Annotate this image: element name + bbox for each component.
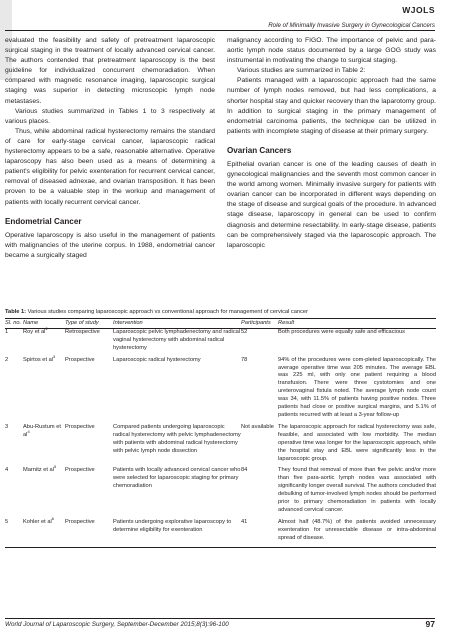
studies-table [5, 318, 436, 548]
cell-participants: 41 [241, 519, 278, 547]
cell-intervention: Laparoscopic radical hysterectomy [113, 356, 201, 363]
cell-name [23, 515, 65, 547]
author-name: Spirtos et al [23, 356, 54, 363]
cell-result: Almost half (48.7%) of the patients avoided unnecessary exenteration for unresectable disease or intra-abdominal spread of disease. [278, 519, 436, 547]
running-title: Role of Minimally Invasive Surgery in Gynecological Cancers [268, 22, 435, 29]
cell-type: Prospective [65, 519, 113, 547]
cell-name [23, 328, 65, 356]
table-caption [5, 309, 308, 315]
cell-result: Both procedures were equally safe and efficacious [278, 328, 405, 335]
table-row [5, 357, 436, 424]
cell-type: Prospective [65, 467, 95, 474]
cell-type: Retrospective [65, 328, 100, 335]
paragraph: Thus, while abdominal radical hysterectomy remains the standard of care for early-stage cervical cancer, laparoscopic radical hysterectomy appears to be a safe, reasonable alternative. Operative laparoscopy has also been used as a means of determining a patient's eligibility for pelvic exenteration for recurrent cervical cancer, removal of diseased adnexae, and ovarian transposition. It has been proven to be a valuable step in the workup and management of patients with locally recurrent cervical cancer. [5, 127, 215, 206]
cell-no: 5 [5, 519, 23, 547]
header-sl-no: Sl. no. [5, 319, 23, 329]
author-name: Abu-Rustum et al [23, 423, 61, 438]
cell-participants: Not available [241, 423, 274, 430]
cell-result: They found that removal of more than five pelvic and/or more than five para-aortic lymph nodes was associated with significantly longer overall survival. The authors concluded that debulking of tumor-involved lymph nodes should be performed prior to primary chemoradiation in patients with locally advanced cervical cancer. [278, 467, 436, 513]
cell-intervention: Compared patients undergoing laparoscopic radical hysterectomy with pelvic lymphadenectomy with patients with abdominal radical hysterectomy with pelvic lymph node dissection [113, 423, 241, 454]
footer-rule [5, 618, 435, 619]
paragraph: evaluated the feasibility and safety of pretreatment laparoscopic surgical staging in the treatment of locally advanced cervical cancer. The authors contended that pretreatment laparoscopy is the best guideline for individualized concurrent chemoradiation. When compared with magnetic resonance imaging, laparoscopic surgical staging was superior in detecting microscopic lymph node metastases. [5, 37, 215, 105]
author-name: Kohler et al [23, 518, 52, 525]
paragraph: malignancy according to FIGO. The importance of pelvic and para-aortic lymph node status documented by a large GOG study was instrumental in motivating the change to surgical staging. [227, 37, 436, 65]
reference-number: 6 [51, 515, 55, 521]
table-row [5, 328, 436, 356]
cell-no: 2 [5, 356, 9, 363]
cell-intervention: Patients undergoing explorative laparoscopy to determine eligibility for exenteration [113, 519, 241, 547]
section-heading-ovarian: Ovarian Cancers [227, 145, 292, 155]
header-result: Result [278, 319, 436, 329]
cell-result: 94% of the procedures were com-pleted laparoscopically. The average operative time was 205 minutes. The average EBL was 225 ml, with only one patient requiring a blood transfusion. There were three cystotomies and one ureterovaginal fistula noted. The average lymph node count was 34, with 11.5% of patients having positive nodes. Three patients had close or positive surgical margins, and 5.1% of patients recurred with at least a 3-year follow-up [278, 356, 436, 418]
reference-number: 5 [53, 464, 57, 470]
table-row [5, 519, 436, 547]
cell-no: 3 [5, 423, 9, 430]
right-column [227, 36, 436, 251]
header-name: Name [23, 319, 65, 329]
paragraph: Various studies are summarized in Table 2: [237, 67, 366, 75]
table-header-row [5, 319, 436, 329]
cell-type: Prospective [65, 356, 95, 363]
author-name: Marnitz et al [23, 467, 54, 474]
cell-participants: 52 [241, 328, 248, 335]
table-row [5, 467, 436, 518]
page-number: 97 [425, 619, 435, 629]
journal-logo: WJOLS [402, 5, 435, 15]
cell-name [23, 424, 65, 468]
cell-participants: 78 [241, 356, 248, 363]
table-caption-label: Table 1: [5, 309, 27, 315]
author-name: Roy et al [23, 328, 46, 335]
table-row [5, 424, 436, 468]
reference-number: 3 [53, 353, 56, 359]
paragraph: Operative laparoscopy is also useful in the management of patients with malignancies of the uterine corpus. In 1988, endometrial cancer became a surgically staged [5, 231, 215, 259]
cell-no: 1 [5, 328, 9, 335]
reference-number: 4 [27, 428, 30, 434]
cell-type: Prospective [65, 423, 95, 430]
cell-name [23, 464, 65, 518]
paragraph: Various studies summarized in Tables 1 to 3 respectively at various places. [5, 107, 215, 125]
cell-name [23, 353, 65, 424]
header-participants: Participants [241, 319, 278, 329]
header-rule [5, 30, 435, 31]
paragraph: Epithelial ovarian cancer is one of the leading causes of death in gynecological malignancies and the seventh most common cancer in the world among women. Minimally invasive surgery for patients with ovarian cancer can be incorporated in different ways depending on the stage of disease and surgical goals of the procedure. In advanced stage disease, laparoscopy in general can be used to confirm diagnosis and determine resectability. In early-stage disease, patients can be comprehensively staged via the laparoscopic approach. The laparoscopic [227, 160, 436, 249]
section-heading-endometrial: Endometrial Cancer [5, 216, 82, 226]
cell-participants: 84 [241, 467, 248, 474]
cell-result: The laparoscopic approach for radical hysterectomy was safe, feasible, and associated with low morbidity. The median operative time was longer for the laparoscopic approach, while the hospital stay and EBL were significantly less in the laparoscopic group. [278, 423, 436, 462]
header-type: Type of study [65, 319, 113, 329]
footer-citation: World Journal of Laparoscopic Surgery, September-December 2015;8(3):96-100 [5, 621, 229, 628]
reference-number: 2 [45, 326, 48, 332]
table-caption-text: Various studies comparing laparoscopic approach vs conventional approach for management of cervical cancer [27, 309, 308, 315]
cell-no: 4 [5, 467, 9, 474]
cell-intervention: Patients with locally advanced cervical cancer who were selected for laparoscopic staging for primary chemoradiation [113, 467, 241, 490]
left-column [5, 36, 215, 261]
paragraph: Patients managed with a laparoscopic approach had the same number of lymph nodes removed, but had less complications, a shorter hospital stay and quicker recovery than the laparotomy group. In addition to surgical staging in the primary management of endometrial carcinoma patients, the technique can be utilized in patients with incomplete staging of disease at their primary surgery. [227, 77, 436, 135]
cell-intervention: Laparoscopic pelvic lymphadenectomy and radical vaginal hysterectomy with abdominal radical hysterectomy [113, 328, 241, 351]
header-intervention: Intervention [113, 319, 241, 329]
